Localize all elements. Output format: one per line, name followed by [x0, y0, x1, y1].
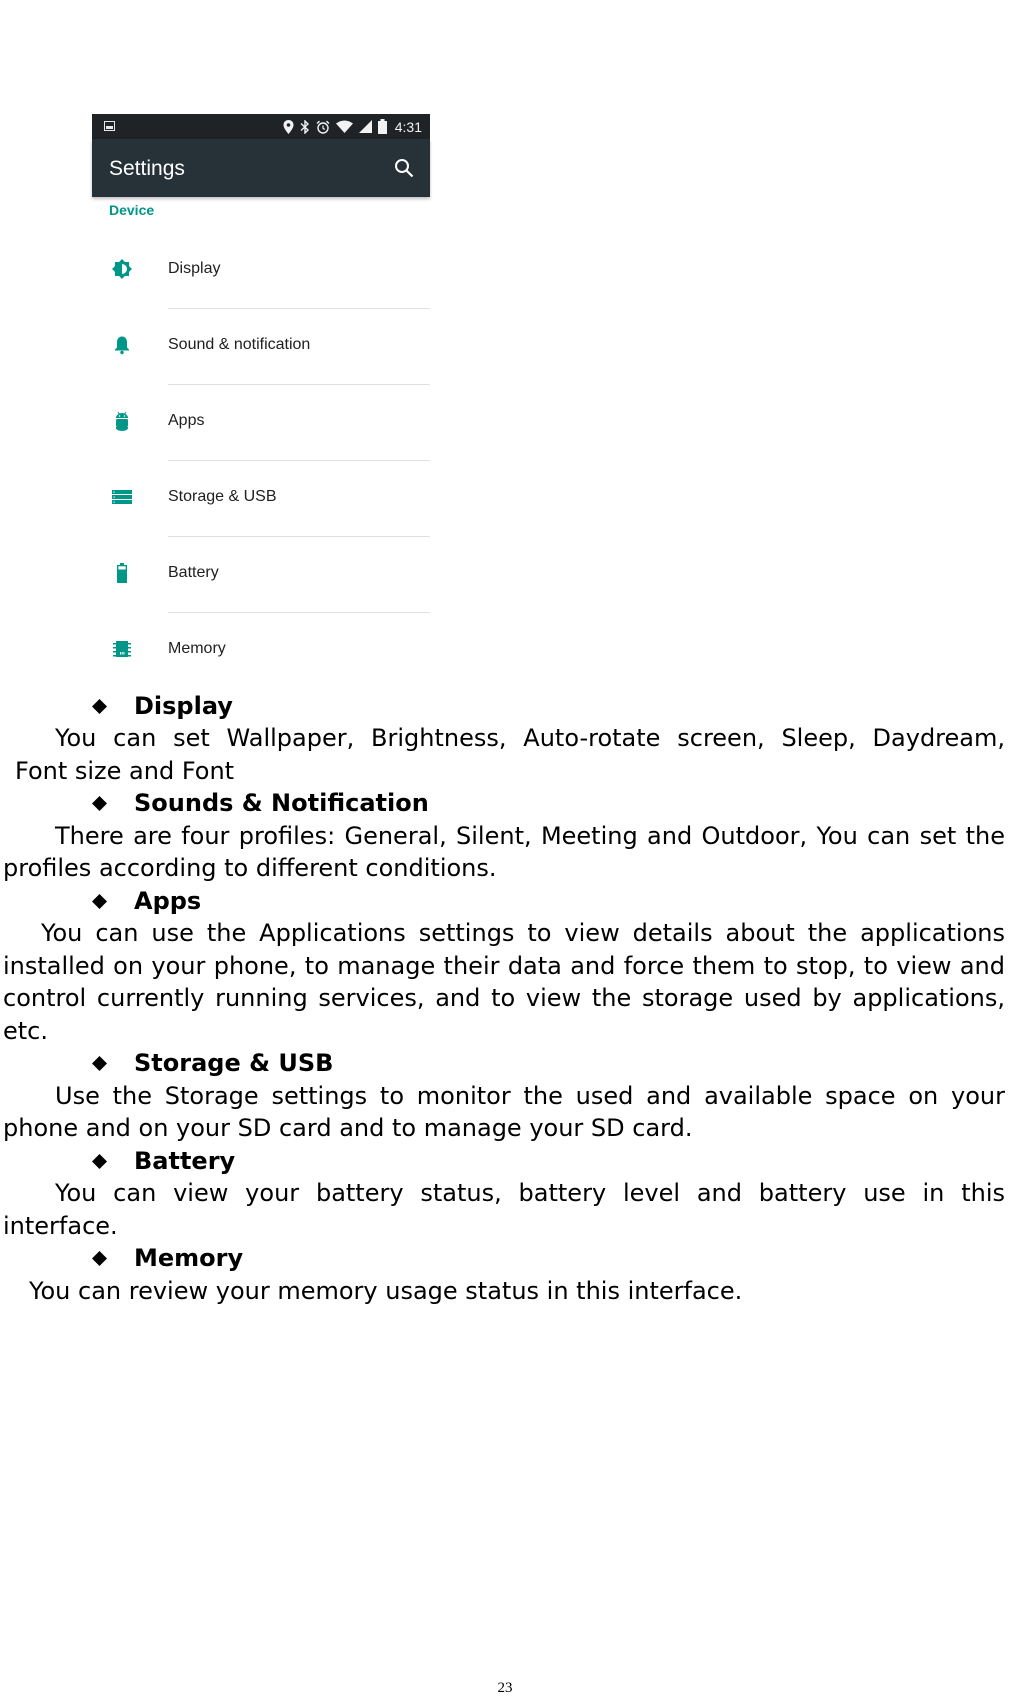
diamond-bullet-icon	[92, 1251, 107, 1266]
app-bar	[92, 139, 430, 197]
section-header-device: Device	[109, 202, 155, 218]
paragraph-line: Font size and Font	[15, 757, 235, 785]
brightness-icon	[112, 259, 132, 279]
paragraph-line: There are four profiles: General, Silent, Meeting and Outdoor, You can set the	[55, 822, 1005, 850]
battery-icon	[378, 119, 387, 134]
paragraph-line: profiles according to different conditions.	[3, 854, 497, 882]
search-icon[interactable]	[394, 158, 414, 178]
location-icon	[283, 120, 294, 134]
android-icon	[112, 411, 132, 431]
diamond-bullet-icon	[92, 699, 107, 714]
paragraph-line: You can review your memory usage status in this interface.	[29, 1277, 743, 1305]
paragraph-line: control currently running services, and to view the storage used by applications,	[3, 984, 1005, 1012]
bluetooth-icon	[300, 120, 310, 134]
settings-item-sound-notification[interactable]	[92, 309, 430, 385]
paragraph-line: installed on your phone, to manage their data and force them to stop, to view and	[3, 952, 1005, 980]
settings-item-label: Sound & notification	[168, 336, 311, 353]
status-time: 4:31	[394, 118, 422, 135]
memory-chip-icon	[112, 639, 132, 659]
wifi-icon	[336, 120, 353, 133]
storage-icon	[112, 487, 132, 507]
battery-icon	[112, 563, 132, 583]
settings-item-label: Display	[168, 260, 221, 277]
settings-item-display[interactable]	[92, 233, 430, 309]
section-heading-storage-usb: Storage & USB	[3, 1047, 1005, 1079]
page-number: 23	[497, 1680, 513, 1696]
settings-item-label: Battery	[168, 564, 219, 581]
settings-item-memory[interactable]	[92, 613, 430, 689]
paragraph-line: Use the Storage settings to monitor the used and available space on your	[55, 1082, 1005, 1110]
diamond-bullet-icon	[92, 796, 107, 811]
app-title: Settings	[109, 157, 185, 180]
alarm-icon	[316, 120, 330, 134]
settings-item-storage-usb[interactable]	[92, 461, 430, 537]
section-heading-memory: Memory	[3, 1242, 1005, 1274]
paragraph-line: You can use the Applications settings to view details about the applications	[41, 919, 1005, 947]
settings-item-label: Memory	[168, 640, 226, 657]
signal-icon	[359, 120, 372, 133]
section-heading-apps: Apps	[3, 885, 1005, 917]
settings-screenshot	[92, 114, 430, 674]
paragraph-line: etc.	[3, 1017, 48, 1045]
status-bar	[92, 114, 430, 139]
section-heading-sounds-notification: Sounds & Notification	[3, 787, 1005, 819]
diamond-bullet-icon	[92, 894, 107, 909]
paragraph-line: interface.	[3, 1212, 118, 1240]
diamond-bullet-icon	[92, 1056, 107, 1071]
settings-item-label: Storage & USB	[168, 488, 277, 505]
bell-icon	[112, 335, 132, 355]
paragraph-line: You can view your battery status, battery level and battery use in this	[55, 1179, 1005, 1207]
settings-item-battery[interactable]	[92, 537, 430, 613]
image-notification-icon	[104, 121, 115, 131]
paragraph-line: You can set Wallpaper, Brightness, Auto-rotate screen, Sleep, Daydream,	[55, 724, 1005, 752]
section-heading-display: Display	[3, 690, 1005, 722]
section-heading-battery: Battery	[3, 1145, 1005, 1177]
diamond-bullet-icon	[92, 1154, 107, 1169]
paragraph-line: phone and on your SD card and to manage your SD card.	[3, 1114, 693, 1142]
settings-item-apps[interactable]	[92, 385, 430, 461]
settings-item-label: Apps	[168, 412, 205, 429]
